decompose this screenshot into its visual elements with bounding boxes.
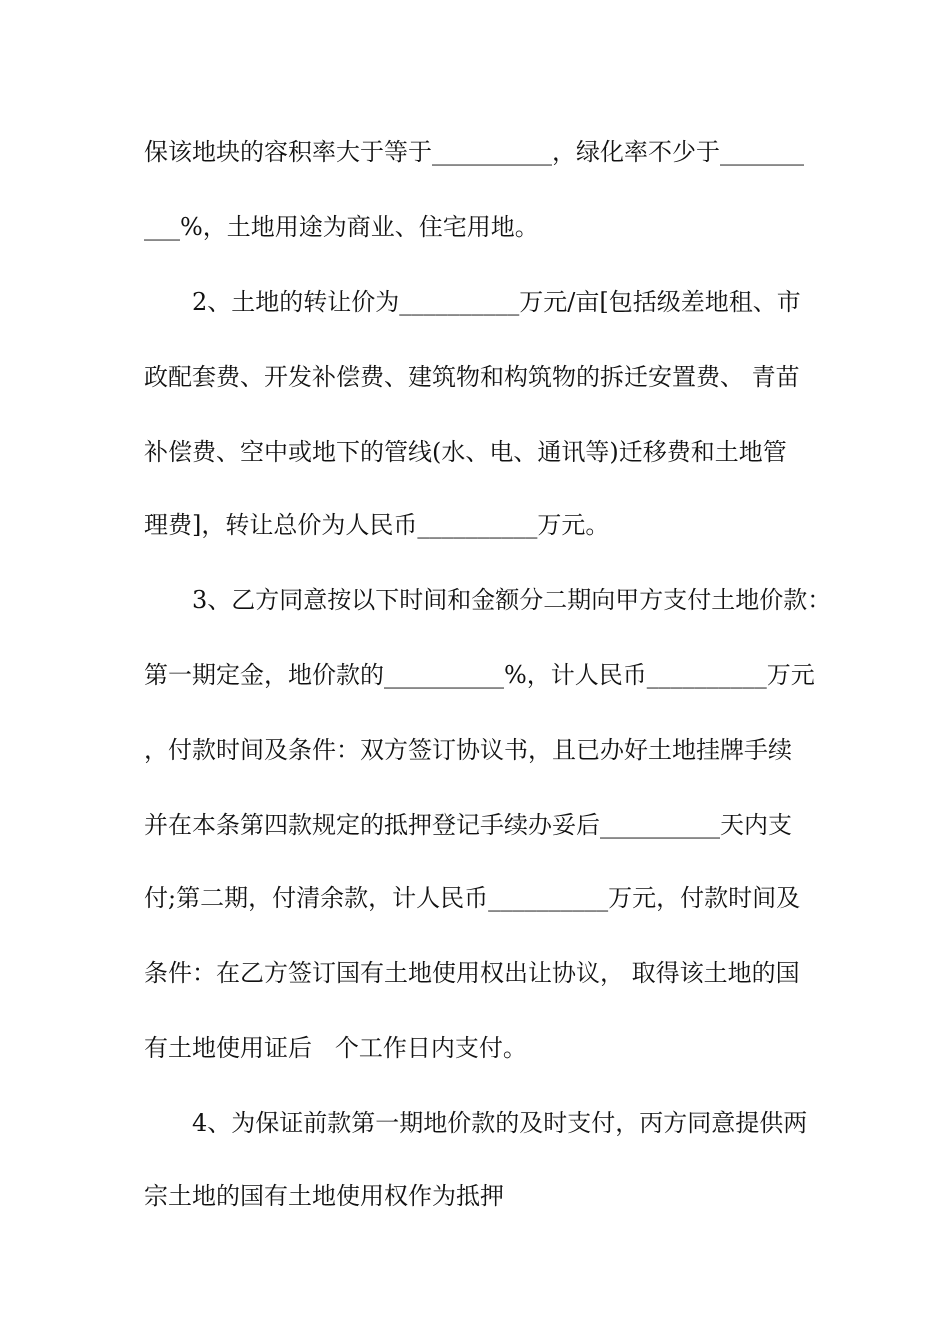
clause-3-line-2: 第一期定金，地价款的__________%，计人民币__________万元 [144,661,815,689]
clause-2-line-4: 理费]，转让总价为人民币__________万元。 [144,511,610,539]
clause-3-line-7: 有土地使用证后 个工作日内支付。 [144,1034,527,1062]
text-line-1: 保该地块的容积率大于等于__________，绿化率不少于_______ [144,138,804,166]
clause-3-line-6: 条件：在乙方签订国有土地使用权出让协议， 取得该土地的国 [144,959,800,987]
clause-3-line-1: 3、乙方同意按以下时间和金额分二期向甲方支付土地价款： [192,586,832,614]
clause-3-line-5: 付;第二期，付清余款，计人民币__________万元，付款时间及 [144,884,801,912]
clause-2-line-3: 补偿费、空中或地下的管线(水、电、通讯等)迁移费和土地管 [144,438,787,466]
clause-4-line-1: 4、为保证前款第一期地价款的及时支付，丙方同意提供两 [192,1109,808,1137]
text-line-2: ___%，土地用途为商业、住宅用地。 [144,213,539,241]
clause-2-line-2: 政配套费、开发补偿费、建筑物和构筑物的拆迁安置费、 青苗 [144,363,800,391]
clause-3-line-3: ，付款时间及条件：双方签订协议书，且已办好土地挂牌手续 [144,736,792,764]
clause-3-line-4: 并在本条第四款规定的抵押登记手续办妥后__________天内支 [144,811,792,839]
clause-4-line-2: 宗土地的国有土地使用权作为抵押 [144,1182,504,1210]
clause-2-line-1: 2、土地的转让价为__________万元/亩[包括级差地租、市 [192,288,801,316]
